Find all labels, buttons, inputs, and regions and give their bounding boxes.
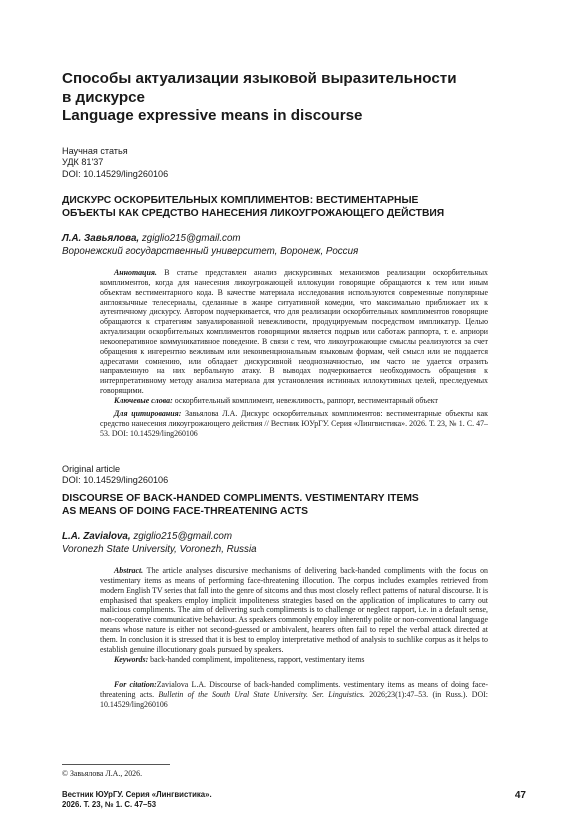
- en-article-meta: [62, 464, 168, 487]
- en-author-email[interactable]: zgiglio215@gmail.com: [130, 531, 233, 542]
- en-abstract-text: The article analyses discursive mechanisms of delivering back-handed compliments with the focus on vestimentary items as means of performing face-threatening illocution. The corpus includes examples retrieved from modern English TV series that fall into the genre of sitcoms and thus most closely reflect patterns of natural discourse. It is emphasised that speakers employ implicit impoliteness strategies based on the application of implicatures to carry out malicious compliments. The aim of delivering such compliments is to challenge or neglect rapport, i.e. in a default sense, non-cooperative communicative behaviour. As speakers commonly employ inherently polite or non-conventional language means whose nature is either not second-guessed or ambivalent, hearers often fail to repel the verbal attack directed at them. In conclusion it is stressed that it is best to employ interpretative method of analysis to suchlike corpus as it helps to establish genuine illocutionary goals pursued by speakers.: [100, 566, 489, 654]
- en-keywords-label: Keywords:: [114, 654, 149, 664]
- en-citation: [100, 680, 488, 710]
- section-heading: [62, 70, 526, 126]
- ru-abstract: [100, 268, 488, 406]
- ru-keywords-label: Ключевые слова:: [114, 395, 173, 405]
- ru-citation-paragraph: [100, 409, 488, 439]
- ru-doi[interactable]: DOI: 10.14529/ling260106: [62, 168, 169, 179]
- page-number: 47: [514, 790, 526, 801]
- ru-author-block: [62, 233, 358, 258]
- en-citation-paragraph: [100, 680, 488, 710]
- en-affiliation: Voronezh State University, Voronezh, Russia: [62, 543, 257, 555]
- en-abstract-paragraph: [100, 566, 488, 655]
- ru-author-name: Л.А. Завьялова,: [62, 233, 140, 244]
- en-author-name: L.A. Zavialova,: [62, 531, 131, 542]
- en-citation-text-a: Zavialova L.A. Discourse of back-handed compliments. vestimentary items as means of doing face-threatening acts.: [100, 680, 488, 699]
- copyright-note: © Завьялова Л.А., 2026.: [62, 769, 143, 778]
- ru-title-line2: ОБЪЕКТЫ КАК СРЕДСТВО НАНЕСЕНИЯ ЛИКОУГРОЖАЮЩЕГО ДЕЙСТВИЯ: [62, 208, 445, 219]
- en-title-line1: DISCOURSE OF BACK-HANDED COMPLIMENTS. VESTIMENTARY ITEMS: [62, 493, 419, 504]
- ru-abstract-paragraph: [100, 268, 488, 396]
- ru-citation-label: Для цитирования:: [114, 409, 182, 418]
- en-abstract-label: Abstract.: [114, 566, 144, 575]
- ru-abstract-label: Аннотация.: [114, 268, 157, 277]
- ru-keywords-text: оскорбительный комплимент, невежливость, раппорт, вестиментарный объект: [172, 395, 438, 405]
- en-citation-label: For citation:: [114, 680, 157, 689]
- ru-keywords: [100, 396, 488, 406]
- section-heading-en: Language expressive means in discourse: [62, 107, 363, 124]
- section-heading-ru-line2: в дискурсе: [62, 88, 145, 106]
- ru-affiliation: Воронежский государственный университет, Воронеж, Россия: [62, 245, 359, 257]
- footer-journal-name: Вестник ЮУрГУ. Серия «Лингвистика».: [62, 790, 212, 799]
- en-article-type: Original article: [62, 464, 121, 474]
- en-doi[interactable]: DOI: 10.14529/ling260106: [62, 475, 169, 486]
- ru-article-type: Научная статья: [62, 146, 128, 156]
- ru-title-line1: ДИСКУРС ОСКОРБИТЕЛЬНЫХ КОМПЛИМЕНТОВ: ВЕСТИМЕНТАРНЫЕ: [62, 195, 419, 206]
- en-citation-journal: Bulletin of the South Ural State University. Ser. Linguistics.: [158, 689, 365, 699]
- en-author-block: [62, 531, 257, 556]
- paper-page: [62, 0, 526, 820]
- ru-article-title: [62, 194, 526, 220]
- journal-footer: [62, 790, 212, 810]
- en-keywords-text: back-handed compliment, impoliteness, rapport, vestimentary items: [148, 654, 365, 664]
- en-abstract: [100, 566, 488, 664]
- en-author-line: [62, 531, 257, 544]
- footnote-divider: [62, 764, 170, 765]
- ru-citation-text: Завьялова Л.А. Дискурс оскорбительных комплиментов: вестиментарные объекты как средство нанесения ликоугрожающего действия // Вестник ЮУрГУ. Серия «Лингвистика». 2026. Т. 23, № 1. С. 47–53. DOI: 10.14529/ling260106: [100, 409, 488, 438]
- ru-citation: [100, 409, 488, 439]
- en-keywords: [100, 655, 488, 665]
- en-citation-text-b: 2026;23(1):47–53. (in Russ.). DOI: 10.14529/ling260106: [100, 689, 488, 709]
- en-title-line2: AS MEANS OF DOING FACE-THREATENING ACTS: [62, 506, 308, 517]
- ru-author-line: [62, 233, 358, 246]
- ru-article-meta: [62, 146, 168, 180]
- footer-issue-info: 2026. Т. 23, № 1. С. 47–53: [62, 800, 157, 810]
- ru-author-email[interactable]: zgiglio215@gmail.com: [139, 233, 241, 244]
- ru-udc: УДК 81'37: [62, 157, 104, 168]
- ru-abstract-text: В статье представлен анализ дискурсивных механизмов реализации оскорбительных комплиментов, когда для нанесения ликоугрожающей иллокуции говорящие обращаются к тем или иным объектам вестиментарного кода. В качестве материала исследования используются современные популярные англоязычные телесериалы, сделанные в жанре ситуативной комедии, что максимально приближает их к аутентичному дискурсу. Автором подчеркивается, что для реализации оскорбительных комплиментов говорящие обращаются к стратегиям завуалированной невежливости, продуцируемым посредством импликатур. Целью актуализации оскорбительных комплиментов говорящими является подрыв или саботаж раппорта, т. е. априори некооперативное коммуникативное поведение. В связи с тем, что ликоугрожающие смыслы реализуются за счет обращения к ингерентно вежливым или неконвенциональным языковым формам, чей смысл или не поддается адресатами сомнению, или обладает дискурсивной неоднозначностью, им часто не удается отразить направленную на них вербальную атаку. В выводах подчеркивается необходимость обращения к интерпретативному методу анализа материала для установления истинных иллокутивных целей, преследуемых говорящими.: [100, 268, 488, 396]
- en-article-title: [62, 492, 526, 518]
- section-heading-ru-line1: Способы актуализации языковой выразительности: [62, 70, 457, 87]
